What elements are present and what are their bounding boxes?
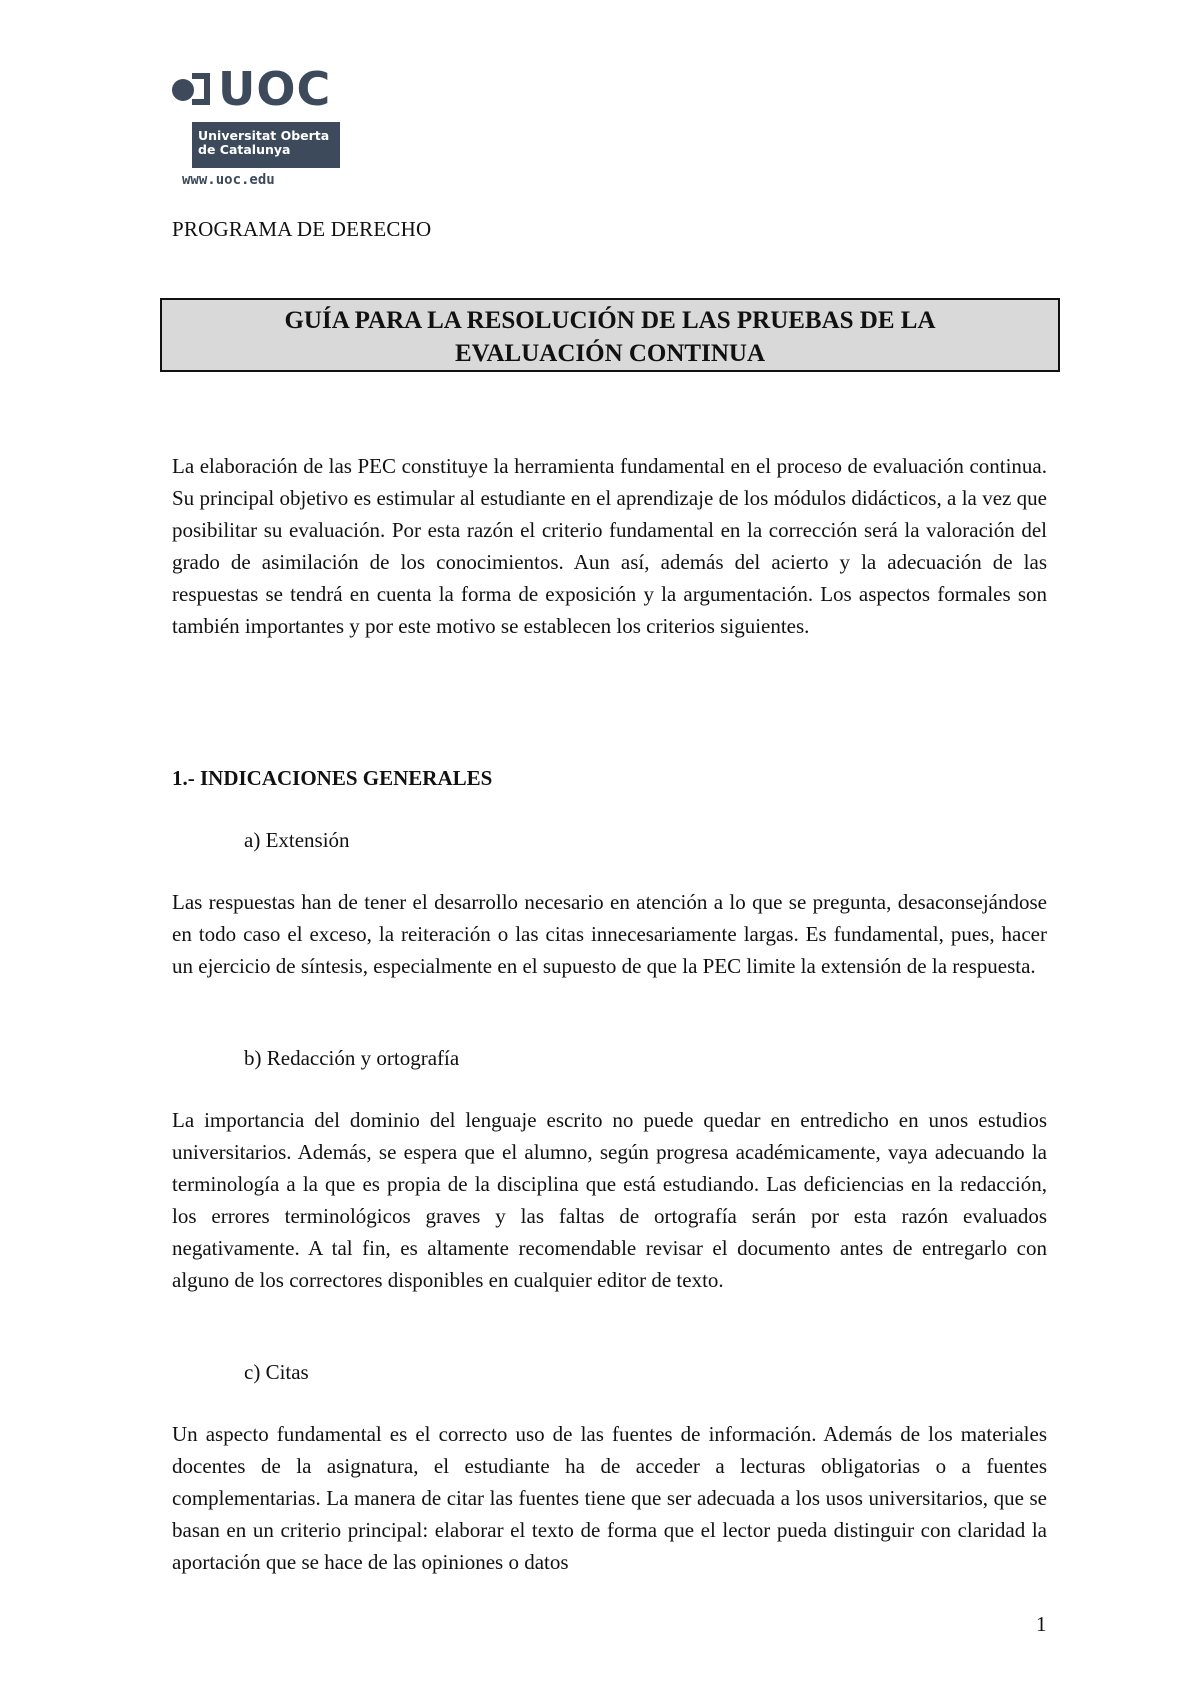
logo-url: www.uoc.edu <box>182 172 275 188</box>
document-title <box>160 298 1060 372</box>
logo-wordmark: UOC <box>218 62 332 116</box>
paragraph-extension: Las respuestas han de tener el desarrollo necesario en atención a lo que se pregunta, desaconsejándose en todo caso el exceso, la reiteración o las citas innecesariamente largas. Es fundamental, pues, hacer un ejercicio de síntesis, especialmente en el supuesto de que la PEC limite la extensión de la respuesta. <box>172 890 1047 978</box>
logo-institution-line2: de Catalunya <box>198 142 291 157</box>
logo-institution-line1: Universitat Oberta <box>198 128 330 143</box>
title-line2: EVALUACIÓN CONTINUA <box>455 340 765 367</box>
title-line1: GUÍA PARA LA RESOLUCIÓN DE LAS PRUEBAS DE LA <box>284 307 936 334</box>
subheading-citas: c) Citas <box>244 1360 309 1384</box>
logo-dot-icon <box>172 79 194 101</box>
page-number: 1 <box>1036 1612 1047 1636</box>
logo-bracket-icon <box>192 73 210 105</box>
logo-institution-box <box>192 122 340 168</box>
intro-paragraph: La elaboración de las PEC constituye la herramienta fundamental en el proceso de evaluación continua. Su principal objetivo es estimular al estudiante en el aprendizaje de los módulos didácticos, a la vez que posibilitar su evaluación. Por esta razón el criterio fundamental en la corrección será la valoración del grado de asimilación de los conocimientos. Aun así, además del acierto y la adecuación de las respuestas se tendrá en cuenta la forma de exposición y la argumentación. Los aspectos formales son también importantes y por este motivo se establecen los criterios siguientes. <box>172 454 1047 638</box>
subheading-extension: a) Extensión <box>244 828 350 852</box>
paragraph-citas: Un aspecto fundamental es el correcto uso de las fuentes de información. Además de los materiales docentes de la asignatura, el estudiante ha de acceder a lecturas obligatorias o a fuentes complementarias. La manera de citar las fuentes tiene que ser adecuada a los usos universitarios, que se basan en un criterio principal: elaborar el texto de forma que el lector pueda distinguir con claridad la aportación que se hace de las opiniones o datos <box>172 1422 1047 1574</box>
logo-mark <box>172 62 342 116</box>
paragraph-redaccion: La importancia del dominio del lenguaje escrito no puede quedar en entredicho en unos estudios universitarios. Además, se espera que el alumno, según progresa académicamente, vaya adecuando la terminología a la que es propia de la disciplina que está estudiando. Las deficiencias en la redacción, los errores terminológicos graves y las faltas de ortografía serán por esta razón evaluados negativamente. A tal fin, es altamente recomendable revisar el documento antes de entregarlo con alguno de los correctores disponibles en cualquier editor de texto. <box>172 1108 1047 1292</box>
program-label: PROGRAMA DE DERECHO <box>172 217 432 241</box>
uoc-logo <box>172 62 342 192</box>
subheading-redaccion: b) Redacción y ortografía <box>244 1046 460 1070</box>
section-heading-indicaciones-generales: 1.- INDICACIONES GENERALES <box>172 766 493 790</box>
